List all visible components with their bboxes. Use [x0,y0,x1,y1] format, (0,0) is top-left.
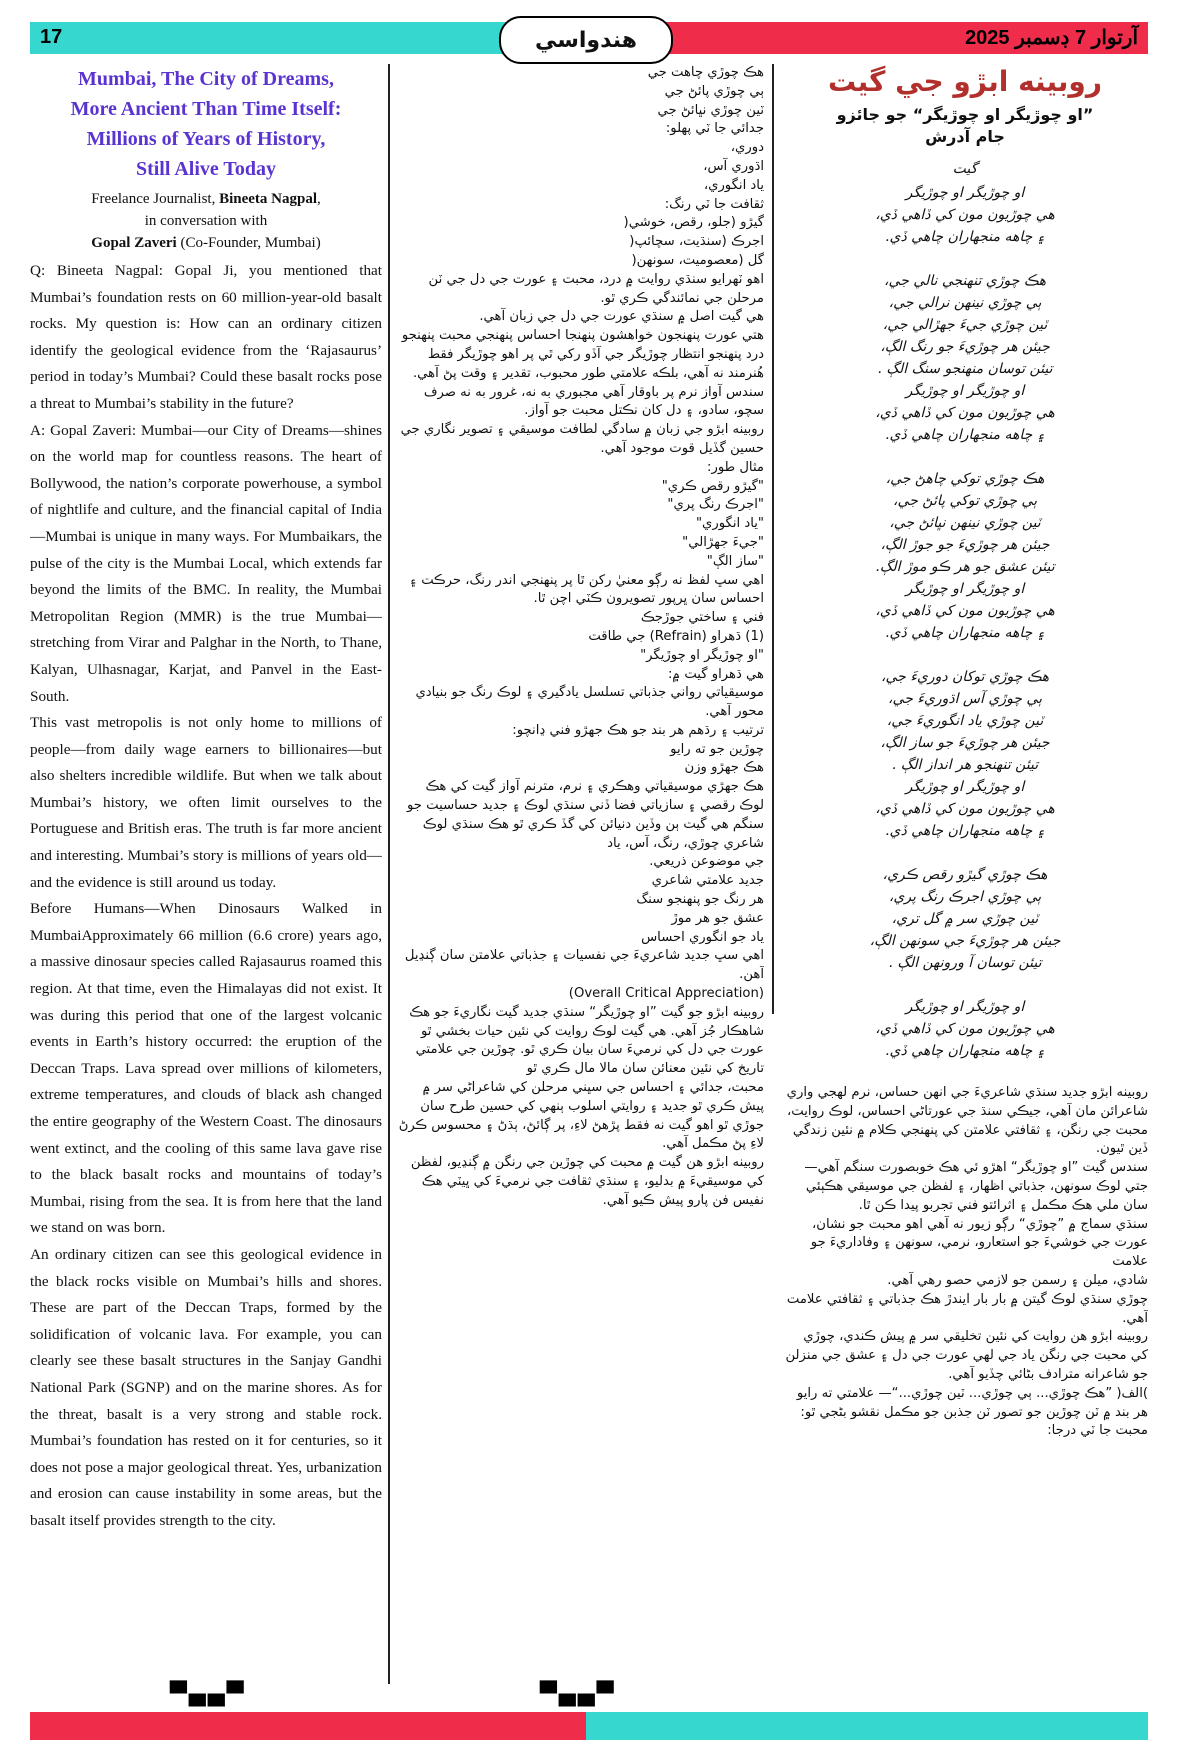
song-prose-paragraph: سندس گيت ”او چوڙيگر“ اهڙو ئي هڪ خوبصورت سنگم آهي—جتي لوڪ سونهن، جذباتي اظهار، ۽ لفظن جي موسيقي هڪٻئي سان ملي هڪ مڪمل ۽ اثرائتو فني تجربو پيدا ڪن ٿا. [804,1160,1148,1213]
critique-paragraph: اڌوري آس، [703,158,764,174]
article-paragraph: This vast metropolis is not only home to millions of people—from daily wage earners to billionaires—but also shelters incredible wildlife. But when we talk about Mumbai’s history, we often limit ourselves to the Portuguese and British eras. The truth is far more ancient and interesting. Mumbai’s story is millions of years old—and the evidence is still around us today. [30,714,382,891]
column-divider-left [388,64,390,1684]
critique-paragraph: هر رنگ جو پنهنجو سنگ [636,892,764,908]
critique-paragraph: اهو ٽهرايو سنڌي روايت ۾ درد، محبت ۽ عورت جي دل جي ٽن مرحلن جي نمائندگي ڪري ٿو. [428,271,764,306]
critique-paragraph: ترتيب ۽ رڌهم هر بند جو هڪ جهڙو فني ڍانچو: [512,722,764,738]
conversation-line: in conversation with [144,213,268,229]
poem-stanza [782,996,1148,1062]
poem-stanza [782,666,1148,842]
author-line: جام آدرش [925,127,1005,146]
poem-line: هڪ چوڙي گيڙو رقص ڪري، [882,867,1048,883]
critique-paragraph: روبينه ابڙو جو گيت ”او چوڙيگر“ سنڌي جديد گيت نگاريءَ جو هڪ شاهڪار جُز آهي. هي گيت لوڪ روايت کي نئين حيات بخشي ٿو [409,1004,764,1039]
poem-line: او چوڙيگر او چوڙيگر [905,779,1025,795]
critique-paragraph: جدائي جا ٽي پهلو: [665,121,764,137]
critique-paragraph: هڪ جهڙي موسيقياتي وهڪري ۽ نرم، مترنم آواز گيت کي هڪ لوڪ رقصي ۽ سازياتي فضا ڏني سنڌي لوڪ ۽ جديد حساسيت جو سنگم هي گيت ٻن وڏين دنيائن کي گڏ ڪري ٿو هڪ سنڌي لوڪ شاعري چوڙي، رنگ، آس، ياد [406,779,764,851]
poem-line: ۽ چاهه منجهاران چاهي ڏي. [885,625,1045,641]
critique-paragraph: "ياد انگوري" [695,516,764,532]
poem-line: او چوڙيگر او چوڙيگر [905,185,1025,201]
article-paragraph: Before Humans—When Dinosaurs Walked in MumbaiApproximately 66 million (6.6 crore) years ago, a massive dinosaur species called Rajasaurus roamed this region. At that time, even the Himalayas did not exist. It was during this period that one of the largest volcanic events in Earth’s history occurred: the eruption of the Deccan Traps. Lava spread over millions of kilometers, extreme temperatures, and clouds of black ash changed the entire geography of the Western Coast. The dinosaurs went extinct, and the cooling of this same lava gave rise to the black basalt rocks and mountains of today’s Mumbai, rising from the sea. It is from here that the land we stand on was born. [30,900,382,1237]
song-prose [782,1084,1148,1441]
critique-paragraph: موسيقياتي رواني جذباتي تسلسل يادگيري ۽ لوڪ رنگ جو بنيادي محور آهي. [415,685,764,720]
article-paragraph: A: Gopal Zaveri: Mumbai—our City of Dreams—shines on the world map for countless reasons. The heart of Bollywood, the nation’s corporate powerhouse, a symbol of nightlife and culture, and the financial capital of India—Mumbai is unique in many ways. For Mumbaikars, the pulse of the city is the Mumbai Local, which extends far beyond the limits of the BMC. In reality, the Mumbai Metropolitan Region (MMR) is the true Mumbai—stretching from Virar and Palghar in the North, to Thane, Kalyan, Ulhasnagar, Karjat, and Panvel in the East-South. [30,421,382,705]
critique-paragraph: اجرڪ (سنڌيت، سچائپ( [629,234,764,250]
poem-line: ۽ چاهه منجهاران چاهي ڏي. [885,1043,1045,1059]
article-paragraph: An ordinary citizen can see this geological evidence in the black rocks visible on Mumbai’s hills and shores. These are part of the Deccan Traps, formed by the solidification of volcanic lava. For example, you can clearly see these basalt structures in the Sanjay Gandhi National Park (SGNP) and on the marine shores. As for the threat, basalt is a very strong and stable rock. Mumbai’s foundation has rested on it for centuries, so it does not pose a major geological threat. Yes, urbanization and erosion can cause instability in some areas, but the basalt itself provides strength to the city. [30,1245,382,1529]
song-prose-paragraph: محبت جا ٽي درجا: [1047,1423,1148,1439]
poem-stanzas [782,182,1148,1062]
guest-line [30,232,382,254]
end-ornament-middle: ▀▄▄▀ [540,1682,616,1707]
poem-label: گيت [952,161,978,177]
critique-paragraph: عشق جو هر موڙ [671,910,764,926]
poem-line: هي چوڙيون مون کي ڏاهي ڏي، [875,207,1055,223]
critique-paragraph: ثقافت جا ٽي رنگ: [664,196,764,212]
critique-paragraph: عورت جي دل کي نرميءَ سان بيان ڪري ٿو. چوڙين جي علامتي تاريخ کي نئين معنائن سان مالا مال ڪري ٿو [415,1042,764,1077]
critique-paragraph: "جيءَ جهڙالي" [682,534,764,550]
guest-role: (Co-Founder, Mumbai) [176,235,321,251]
song-article-title: روبينه ابڙو جي گيت [828,65,1102,98]
critique-paragraph: جديد علامتي شاعري [651,873,764,889]
critique-paragraph: هي گيت اصل ۾ سنڌي عورت جي دل جي زبان آهي. [479,309,764,325]
byline-prefix: Freelance Journalist, [91,191,220,207]
sindhi-critique-column [398,64,764,1669]
song-prose-paragraph: چوڙي سنڌي لوڪ گيتن ۾ بار بار ايندڙ هڪ جذباتي ۽ ثقافتي علامت آهي. [786,1291,1148,1326]
critique-paragraph: دوري، [730,140,764,156]
poem-line: هڪ چوڙي توکان دوريءَ جي، [880,669,1050,685]
critique-paragraph: روبينه ابڙو جي زبان ۾ سادگي لطافت موسيقي ۽ تصوير نگاري جي حسين گڏيل قوت موجود آهي. [400,422,764,456]
article-title [30,64,382,184]
song-article-subtitle [782,104,1148,148]
critique-paragraph: "او چوڙيگر او چوڙيگر" [640,647,764,663]
critique-paragraph: چوڙين جو ته رايو [670,741,764,757]
critique-paragraph: مثال طور: [707,459,764,475]
poem-line: جيئن هر چوڙيءَ جو جوڙ الڳ، [880,537,1050,553]
poem-stanza [782,468,1148,644]
poem-line: هي چوڙيون مون کي ڏاهي ڏي، [875,1021,1055,1037]
poem-line: هڪ چوڙي توکي چاهڻ جي، [885,471,1045,487]
poem-stanza [782,182,1148,248]
poem-line: جيئن هر چوڙيءَ جو ساز الڳ، [880,735,1050,751]
critique-paragraph: ياد انگوري، [703,177,764,193]
critique-paragraph: هتي عورت پنهنجون خواهشون پنهنجا احساس پنهنجي محبت پنهنجو درد پنهنجو انتظار چوڙيگر جي آڏو رکي ٿي پر اهو چوڙيگر فقط هُنرمند نه آهي، بلڪه علامتي طور محبوب، تقدير ۽ وقت پڻ آهي. [401,328,764,381]
sindhi-song-column [782,64,1148,1684]
poem-line: او چوڙيگر او چوڙيگر [905,581,1025,597]
poem-stanza [782,864,1148,974]
critique-paragraph: هي ڌهراو گيت ۾: [667,666,764,682]
byline-suffix: , [317,191,321,207]
poem-line: ٽين چوڙي جيءَ جهڙالي جي، [882,317,1048,333]
critique-paragraph: "اجرڪ رنگ پري" [667,497,764,513]
critique-paragraph: اهي سڀ جديد شاعريءَ جي نفسيات ۽ جذباتي علامتن سان ڳنڍيل آهن. [404,948,764,983]
critique-paragraph: جي موضوعن ذريعي. [649,854,764,870]
poem-line: هي چوڙيون مون کي ڏاهي ڏي، [875,801,1055,817]
guest-name: Gopal Zaveri [91,235,177,251]
critique-paragraph: هڪ چوڙي چاهت جي [647,65,764,80]
article-paragraph: Q: Bineeta Nagpal: Gopal Ji, you mentioned that Mumbai’s foundation rests on 60 million-year-old basalt rocks. My question is: How can an ordinary citizen identify the geological evidence from the ‘Rajasaurus’ period in today’s Mumbai? Could these basalt rocks pose a threat to Mumbai’s stability in the future? [30,262,382,412]
poem-line: تيئن تنهنجو هر انداز الڳ . [891,757,1039,773]
song-prose-paragraph: هر بند ۾ ٽن چوڙين جو تصور ٽن جذبن جو مڪمل نقشو بڻجي ٿو: [800,1404,1148,1420]
poem-line: جيئن هر چوڙيءَ جي سونهن الڳ، [869,933,1061,949]
poem-line: ۽ چاهه منجهاران چاهي ڏي. [885,229,1045,245]
song-prose-paragraph: )الف( ”هڪ چوڙي... ٻي چوڙي... ٽين چوڙي...“— علامتي ته رايو [796,1385,1148,1401]
author-name: Bineeta Nagpal [219,191,318,207]
poem-line: ٽين چوڙي سر ۾ گل تري، [891,911,1039,927]
poem-line: ۽ چاهه منجهاران چاهي ڏي. [885,427,1045,443]
critique-paragraph: ياد جو انگوري احساس [641,929,764,945]
poem-line: ۽ چاهه منجهاران چاهي ڏي. [885,823,1045,839]
english-article [30,64,382,1684]
critique-paragraph: (Overall Critical Appreciation) [568,986,764,1002]
critique-paragraph: ٽين چوڙي نڀائڻ جي [657,102,764,118]
poem-line: تيئن توسان آ ورونهن الڳ . [888,955,1042,971]
poem-line: او چوڙيگر او چوڙيگر [905,383,1025,399]
poem-line: ٻي چوڙي اجرڪ رنگ پري، [888,889,1042,905]
poem-line: ٻي چوڙي توکي پائڻ جي، [893,493,1037,509]
critique-paragraph: محبت، جدائي ۽ احساس جي سڀني مرحلن کي شاعراڻي سر ۾ پيش ڪري ٿو جديد ۽ روايتي اسلوب ٻنهي کي حسين طرح سان جوڙي ٿو اهو گيت نه فقط پڙهڻ لاءِ، پر ڳائڻ، ٻڌڻ ۽ محسوس ڪرڻ لاءِ پڻ مڪمل آهي. [398,1080,764,1152]
subtitle-line: ”او چوڙيگر او چوڙيگر“ جو جائزو [836,105,1094,124]
critique-paragraph: سندس آواز نرم پر باوقار آهي مجبوري به نه، غرور به نه صرف سچو، سادو، ۽ دل کان نڪتل محبت جو آواز. [423,384,764,419]
bottom-bar-red [30,1712,586,1740]
song-prose-paragraph: شادي، ميلن ۽ رسمن جو لازمي حصو رهي آهي. [887,1272,1148,1288]
critique-paragraph: "گيڙو رقص ڪري" [661,478,764,494]
bottom-color-bar [30,1712,1148,1740]
poem-line: هي چوڙيون مون کي ڏاهي ڏي، [875,603,1055,619]
critique-paragraph: هڪ جهڙو وزن [684,760,764,776]
poem-line: ٽين چوڙي ياد انگوريءَ جي، [886,713,1044,729]
title-line: Mumbai, The City of Dreams, [78,68,334,90]
poem-line: او چوڙيگر او چوڙيگر [905,999,1025,1015]
poem-line: ٽين چوڙي نينهن نڀائڻ جي، [889,515,1041,531]
song-prose-paragraph: سنڌي سماج ۾ ”چوڙي“ رڳو زيور نه آهي اهو محبت جو نشان، عورت جي خوشيءَ جو استعارو، نرمي، سونهن ۽ وفاداريءَ جو علامت [810,1216,1148,1270]
song-prose-paragraph: روبينه ابڙو جديد سنڌي شاعريءَ جي انهن حساس، نرم لهجي واري شاعرائن مان آهي، جيڪي سنڌ جي عورتاڻي احساس، لوڪ روايت، محبت جي رنگن، ۽ ثقافتي علامتن کي پنهنجي ڪلام ۾ نئين زندگي ڏين ٿيون. [786,1085,1148,1157]
critique-paragraph: فني ۽ ساختي جوڙجڪ [640,610,764,626]
title-line: More Ancient Than Time Itself: [70,98,342,120]
critique-paragraph: اهي سڀ لفظ نه رڳو معنيٰ رکن ٿا پر پنهنجي اندر رنگ، حرڪت ۽ احساس سان ڀرپور تصويرون ڪٽي اچن ٿا. [409,572,764,607]
critique-paragraph: ٻي چوڙي پائڻ جي [664,83,764,99]
poem-line: هي چوڙيون مون کي ڏاهي ڏي، [875,405,1055,421]
column-divider-right [772,64,774,1014]
byline [30,188,382,210]
end-ornament-left: ▀▄▄▀ [170,1682,246,1707]
critique-paragraph: (1) ڌهراو (Refrain) جي طاقت [588,628,764,644]
poem-stanza [782,270,1148,446]
critique-paragraph: روبينه ابڙو هن گيت ۾ محبت کي چوڙين جي رنگن ۾ ڳنڍيو، لفظن کي موسيقيءَ ۾ بدليو، ۽ سنڌي ثقافت جي نرميءَ کي ڀيٽي هڪ نفيس فن پارو پيش ڪيو آهي. [410,1155,764,1208]
poem-line: هڪ چوڙي تنهنجي نالي جي، [884,273,1046,289]
critique-paragraph: گل (معصوميت، سونهن( [631,252,764,268]
song-prose-paragraph: روبينه ابڙو هن روايت کي نئين تخليقي سر ۾ پيش ڪندي، چوڙي کي محبت جي رنگن ياد جي لهي عورت جي دل ۽ عشق جي منزلن جو شاعرانه مترادف بڻائي چڏيو آهي. [785,1329,1148,1382]
critique-paragraph: "ساز الڳ" [706,553,764,569]
article-body [30,258,382,1535]
bottom-bar-teal [586,1712,1148,1740]
poem-line: تيئن عشق جو هر ڪو موڙ الڳ. [875,559,1055,575]
issue-date: آرتوار 7 ڊسمبر 2025 [965,27,1138,49]
title-line: Still Alive Today [135,158,277,180]
poem-line: تيئن توسان منهنجو سنگ الڳ . [877,361,1053,377]
title-line: Millions of Years of History, [86,128,326,150]
masthead-logo: هندواسي [499,16,673,64]
song-poem [782,158,1148,1062]
poem-line: ٻي چوڙي آس اڌوريءَ جي، [888,691,1042,707]
poem-line: جيئن هر چوڙيءَ جو رنگ الڳ، [880,339,1050,355]
critique-paragraph: گيڙو (جلو، رقص، خوشي( [623,215,764,231]
poem-line: ٻي چوڙي نينهن نرالي جي، [888,295,1042,311]
page-number: 17 [40,26,63,48]
